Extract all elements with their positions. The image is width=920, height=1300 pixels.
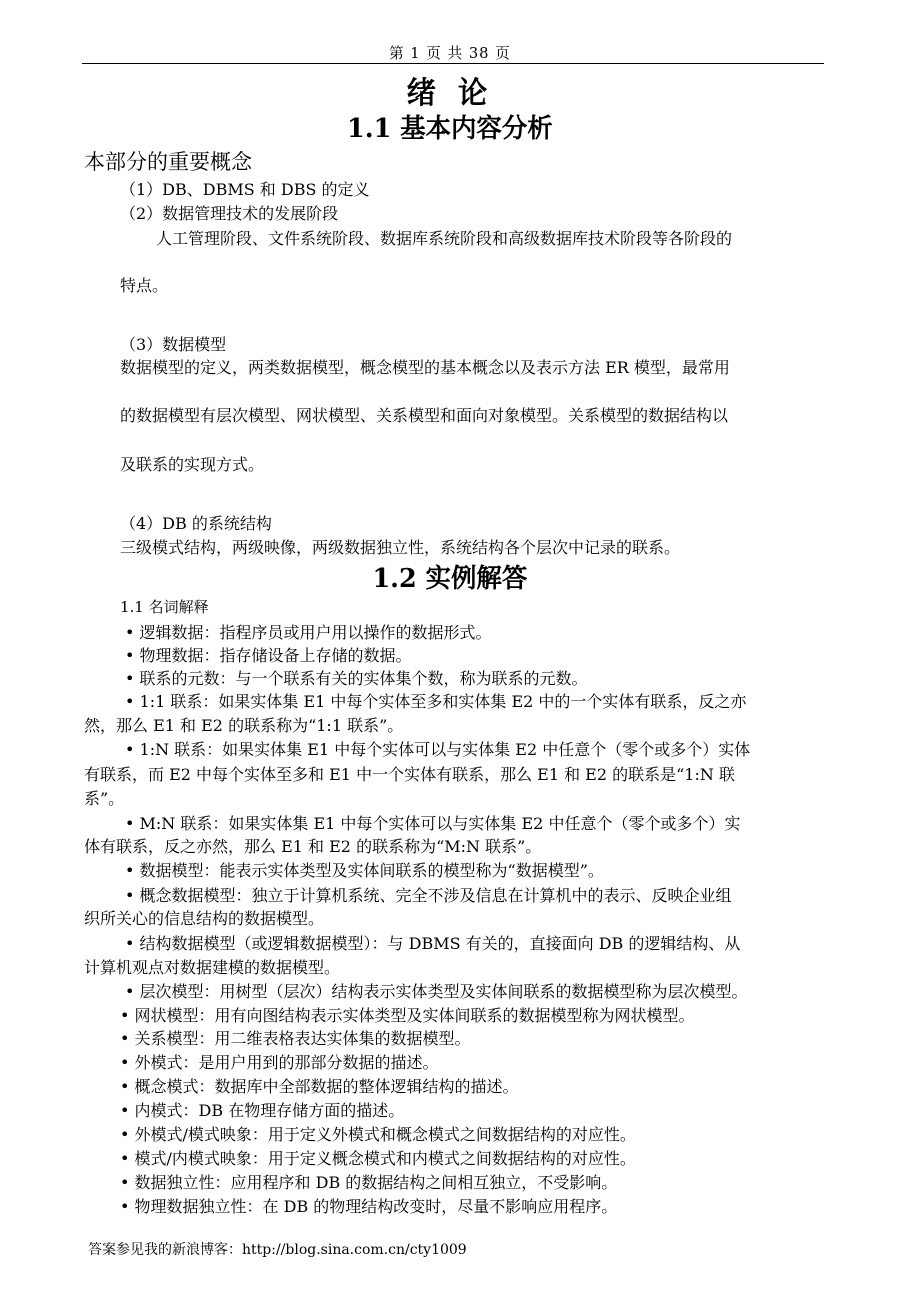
concept-text: 人工管理阶段、文件系统阶段、数据库系统阶段和高级数据库技术阶段等各阶段的 xyxy=(156,229,733,248)
section-heading-1-2: 1.2 实例解答 xyxy=(372,564,528,594)
definition-line: 系”。 xyxy=(84,789,125,808)
definition-line: • 物理数据独立性：在 DB 的物理结构改变时，尽量不影响应用程序。 xyxy=(120,1197,618,1216)
definition-line: • 外模式：是用户用到的那部分数据的描述。 xyxy=(120,1053,439,1072)
definition-line: • 外模式/模式映象：用于定义外模式和概念模式之间数据结构的对应性。 xyxy=(120,1125,636,1144)
definition-line: • 物理数据：指存储设备上存储的数据。 xyxy=(125,646,412,665)
definition-line: • 概念数据模型：独立于计算机系统、完全不涉及信息在计算机中的表示、反映企业组 xyxy=(125,886,732,905)
definition-line: • M:N 联系：如果实体集 E1 中每个实体可以与实体集 E2 中任意个（零个或多个）实 xyxy=(125,814,741,833)
chapter-title: 绪 论 xyxy=(406,76,494,111)
definition-line: 织所关心的信息结构的数据模型。 xyxy=(84,909,325,928)
definition-line: • 结构数据模型（或逻辑数据模型）：与 DBMS 有关的，直接面向 DB 的逻辑结构、从 xyxy=(125,934,741,953)
definition-line: • 联系的元数：与一个联系有关的实体集个数，称为联系的元数。 xyxy=(125,669,588,688)
definition-line: • 层次模型：用树型（层次）结构表示实体类型及实体间联系的数据模型称为层次模型。 xyxy=(125,982,748,1001)
section-heading-1-1: 1.1 基本内容分析 xyxy=(347,114,553,144)
definition-line: • 内模式：DB 在物理存储方面的描述。 xyxy=(120,1101,405,1120)
definition-line: 体有联系，反之亦然，那么 E1 和 E2 的联系称为“M:N 联系”。 xyxy=(84,837,542,856)
header-divider xyxy=(82,63,824,64)
definition-line: • 1:N 联系：如果实体集 E1 中每个实体可以与实体集 E2 中任意个（零个或多个）实体 xyxy=(125,740,751,759)
definition-line: • 1:1 联系：如果实体集 E1 中每个实体至多和实体集 E2 中的一个实体有联系，反之亦 xyxy=(125,692,747,711)
footer-blog-link[interactable]: 答案参见我的新浪博客：http://blog.sina.com.cn/cty1009 xyxy=(88,1242,467,1258)
definition-line: • 数据独立性：应用程序和 DB 的数据结构之间相互独立，不受影响。 xyxy=(120,1173,618,1192)
concept-text: 特点。 xyxy=(120,276,169,295)
definition-line: • 数据模型：能表示实体类型及实体间联系的模型称为“数据模型”。 xyxy=(125,861,604,880)
definition-line: • 网状模型：用有向图结构表示实体类型及实体间联系的数据模型称为网状模型。 xyxy=(120,1006,695,1025)
concept-text: 及联系的实现方式。 xyxy=(120,455,265,474)
concept-item: （1）DB、DBMS 和 DBS 的定义 xyxy=(120,180,370,199)
definition-line: 有联系，而 E2 中每个实体至多和 E1 中一个实体有联系，那么 E1 和 E2 的联系是“1:N 联 xyxy=(84,765,735,784)
definition-line: • 关系模型：用二维表格表达实体集的数据模型。 xyxy=(120,1029,471,1048)
concept-item: （2）数据管理技术的发展阶段 xyxy=(120,204,339,223)
subsection-title: 1.1 名词解释 xyxy=(120,598,209,616)
subheading-key-concepts: 本部分的重要概念 xyxy=(84,150,252,174)
concept-text: 数据模型的定义，两类数据模型，概念模型的基本概念以及表示方法 ER 模型，最常用 xyxy=(120,358,730,377)
definition-line: 然，那么 E1 和 E2 的联系称为“1:1 联系”。 xyxy=(84,716,404,735)
concept-text: 三级模式结构，两级映像，两级数据独立性，系统结构各个层次中记录的联系。 xyxy=(120,538,681,557)
definition-line: • 逻辑数据：指程序员或用户用以操作的数据形式。 xyxy=(125,623,492,642)
concept-item: （4）DB 的系统结构 xyxy=(120,514,272,533)
concept-text: 的数据模型有层次模型、网状模型、关系模型和面向对象模型。关系模型的数据结构以 xyxy=(120,406,729,425)
definition-line: • 概念模式：数据库中全部数据的整体逻辑结构的描述。 xyxy=(120,1077,519,1096)
page-number-header: 第 1 页 共 38 页 xyxy=(388,44,511,62)
definition-line: 计算机观点对数据建模的数据模型。 xyxy=(84,958,341,977)
definition-line: • 模式/内模式映象：用于定义概念模式和内模式之间数据结构的对应性。 xyxy=(120,1149,636,1168)
concept-item: （3）数据模型 xyxy=(120,335,227,354)
